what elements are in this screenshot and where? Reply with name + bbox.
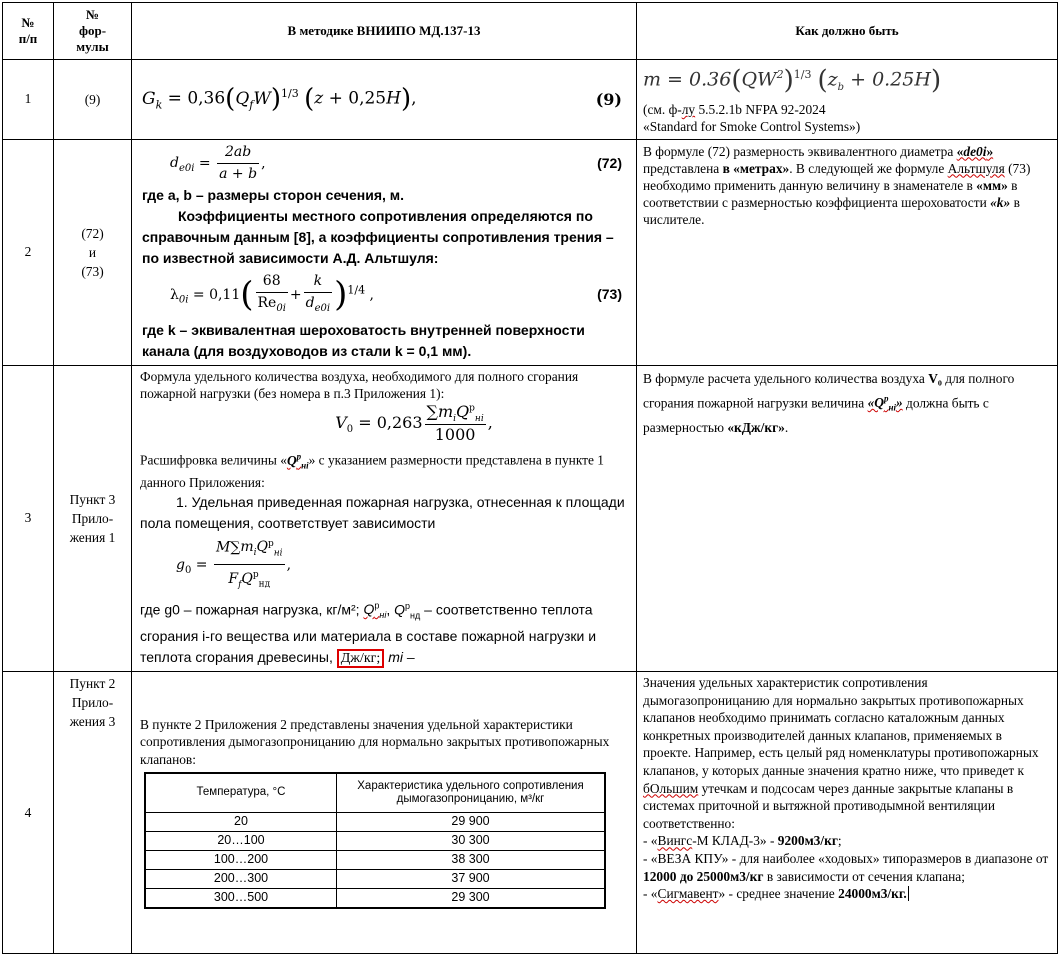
unit-highlight: Дж/кг;	[337, 649, 385, 668]
formula-ref: (9)	[54, 60, 132, 140]
valves-intro: В пункте 2 Приложения 2 представлены значения удельной характеристики сопротивления дымогазопроницанию для нормально закрытых противопожарных клапанов:	[140, 717, 610, 767]
formula-73: $\lambda_{0i} = 0,11$( $\frac{68}{Re_{0i}}$ + $\frac{k}{d_{e0i}}$ )$^{1/4}$ ,	[170, 272, 374, 315]
formula-9: $G_k = 0,36(Q_fW)^{1/3}$ (z + 0,25H),	[142, 84, 417, 115]
text-cursor	[908, 886, 909, 901]
table-row: 20…100 30 300	[145, 831, 605, 850]
formula-ref: Пункт 2 Прило-жения 3	[54, 672, 132, 954]
should-be-cell: Значения удельных характеристик сопротивления дымогазопроницанию для нормально закрытых противопожарных клапанов необходимо принимать согласно каталожным данных конкретных производителей данных клапанов, применяемых в проекте. Например, есть целый ряд номенклатуры противопожарных клапанов, у которых данные значения кратно ниже, что приведет к бОльшим утечкам и подсосам через данные закрытые клапаны в системах приточной и вытяжной противодымной вентиляции соответственно: - «Вингс-М КЛАД-3» - 9200м3/кг; - «ВЕЗА КПУ» - для наиболее «ходовых» типоразмеров в диапазоне от 12000 до 25000м3/кг в зависимости от сечения клапана; - «Сигмавент» - среднее значение 24000м3/кг.	[637, 672, 1058, 954]
col-characteristic: Характеристика удельного сопротивления дымогазопроницанию, м³/кг	[337, 773, 606, 813]
method-cell	[132, 672, 637, 954]
method-cell	[132, 365, 637, 672]
where-ab: где a, b – размеры сторон сечения, м.	[142, 186, 405, 203]
formula-ref: Пункт 3 Прило-жения 1	[54, 365, 132, 672]
should-be-cell	[637, 60, 1058, 140]
equation-number: (9)	[595, 89, 622, 109]
method-cell	[132, 60, 637, 140]
row-number: 2	[3, 139, 54, 365]
formula-g0: $g_0$ = $\frac{M\sum m_iQ^р_{нi}}{F_fQ^р_{нд}}$ ,	[140, 534, 628, 596]
table-row: 300…500 29 300	[145, 888, 605, 908]
where-k: где k – эквивалентная шероховатость внутренней поверхности канала (для воздуховодов из стали k = 0,1 мм).	[142, 322, 585, 360]
col-temperature: Температура, °С	[145, 773, 337, 813]
manufacturer-3: - «Сигмавент» - среднее значение 24000м3/кг.	[643, 886, 907, 902]
nfpa-note-1: (см. ф-лу 5.5.2.1b NFPA 92-2024	[643, 102, 826, 118]
nfpa-note-2: «Standard for Smoke Control Systems»)	[643, 119, 861, 135]
table-row	[3, 60, 1058, 140]
table-row: 200…300 37 900	[145, 869, 605, 888]
nfpa-formula: $m = 0.36(QW^2)^{1/3}$ $(z_b + 0.25H)$	[643, 65, 942, 96]
equation-number: (72)	[597, 154, 622, 171]
table-row	[3, 139, 1058, 365]
friction-paragraph: Коэффициенты местного сопротивления определяются по справочным данным [8], а коэффициенты сопротивления трения – по известной зависимости А.Д. Альтшуля:	[142, 207, 614, 266]
header-num: № п/п	[3, 3, 54, 60]
table-row	[3, 672, 1058, 954]
manufacturer-2: - «ВЕЗА КПУ» - для наиболее «ходовых» типоразмеров в диапазоне от 12000 до 25000м3/кг в зависимости от сечения клапана;	[643, 850, 1049, 884]
formula-v0: $V_0 = 0,263$ $\frac{\sum m_iQ^р_{нi}}{1000}$ ,	[335, 401, 493, 445]
table-row: 20 29 900	[145, 812, 605, 831]
method-cell	[132, 139, 637, 365]
decoding-text: Расшифровка величины «$Q^р_{нi}$» с указанием размерности представлена в пункте 1 данного Приложения:	[140, 451, 605, 491]
item1-text: 1. Удельная приведенная пожарная нагрузка, отнесенная к площади пола помещения, соответствует зависимости	[140, 493, 625, 531]
row-number: 3	[3, 365, 54, 672]
v0-intro: Формула удельного количества воздуха, необходимого для полного сгорания пожарной нагрузки (без номера в п.3 Приложения 1):	[140, 368, 579, 401]
equation-number: (73)	[597, 286, 622, 303]
header-row	[3, 3, 1058, 60]
formula-ref: (72) и (73)	[54, 139, 132, 365]
table-row: 100…200 38 300	[145, 850, 605, 869]
comparison-table	[2, 2, 1058, 954]
should-be-cell: В формуле (72) размерность эквивалентного диаметра «de0i» представлена в «метрах». В следующей же формуле Альтшуля (73) необходимо применить данную величину в знаменателе в «мм» в соответствии с размерностью коэффициента шероховатости «k» в числителе.	[637, 139, 1058, 365]
row-number: 1	[3, 60, 54, 140]
header-should-be: Как должно быть	[637, 3, 1058, 60]
resistance-table	[144, 772, 606, 909]
header-method: В методике ВНИИПО МД.137-13	[132, 3, 637, 60]
row-number: 4	[3, 672, 54, 954]
formula-72: $d_{e0i}$ = $\frac{2ab}{a + b}$ ,	[170, 143, 266, 182]
table-row	[3, 365, 1058, 672]
header-formula: № фор- мулы	[54, 3, 132, 60]
where-g0: где g0 – пожарная нагрузка, кг/м²; $Q^р_{нi}$, $Q^р_{нд}$ – соответственно теплота сгорания i-го вещества или материала в составе пожарной нагрузки и теплота сгорания древесины, Дж/кг; mi –	[140, 600, 597, 667]
manufacturer-1: - «Вингс-М КЛАД-3» - 9200м3/кг;	[643, 833, 842, 849]
q-symbol: «$Q^р_{нi}$»	[867, 393, 903, 413]
should-be-cell: В формуле расчета удельного количества воздуха V₀ для полного сгорания пожарной нагрузки величина «$Q^р_{нi}$» должна быть с размерностью «кДж/кг».	[637, 365, 1058, 672]
